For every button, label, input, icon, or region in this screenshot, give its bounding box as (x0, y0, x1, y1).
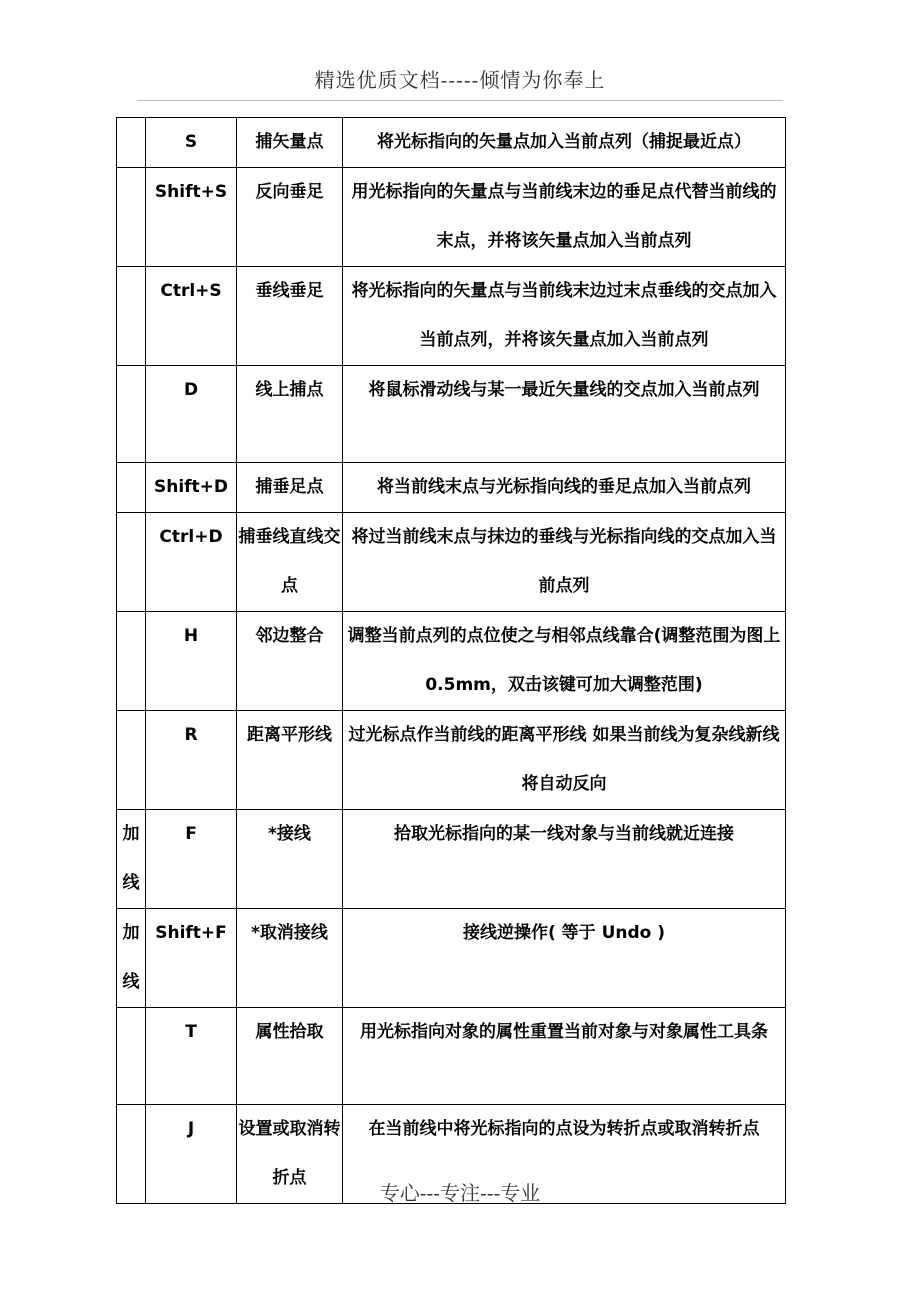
category-cell (117, 711, 146, 810)
table-row (117, 267, 786, 366)
description-cell: 过光标点作当前线的距离平形线 如果当前线为复杂线新线将自动反向 (343, 711, 786, 810)
category-cell: 加线 (117, 810, 146, 909)
table-row (117, 513, 786, 612)
function-name-cell: 捕矢量点 (237, 118, 343, 168)
function-name-cell: 捕垂足点 (237, 463, 343, 513)
table-row (117, 463, 786, 513)
description-cell: 将光标指向的矢量点与当前线末边过末点垂线的交点加入当前点列，并将该矢量点加入当前点列 (343, 267, 786, 366)
function-name-cell: 反向垂足 (237, 168, 343, 267)
shortcut-key-cell: H (146, 612, 237, 711)
category-cell (117, 118, 146, 168)
category-cell (117, 612, 146, 711)
function-name-cell: 捕垂线直线交点 (237, 513, 343, 612)
shortcut-key-cell: F (146, 810, 237, 909)
category-cell (117, 1008, 146, 1105)
function-name-cell: 属性拾取 (237, 1008, 343, 1105)
shortcut-key-cell: J (146, 1105, 237, 1204)
table-row (117, 1008, 786, 1105)
description-cell: 将鼠标滑动线与某一最近矢量线的交点加入当前点列 (343, 366, 786, 463)
page-footer: 专心---专注---专业 (379, 1181, 541, 1205)
table-row (117, 810, 786, 909)
table-row (117, 366, 786, 463)
description-cell: 将光标指向的矢量点加入当前点列（捕捉最近点） (343, 118, 786, 168)
shortcut-key-cell: Shift+F (146, 909, 237, 1008)
header-rule (137, 100, 783, 101)
function-name-cell: 垂线垂足 (237, 267, 343, 366)
shortcut-key-cell: S (146, 118, 237, 168)
table-row (117, 612, 786, 711)
page-header: 精选优质文档-----倾情为你奉上 (314, 68, 606, 92)
function-name-cell: 线上捕点 (237, 366, 343, 463)
shortcut-table (116, 117, 786, 1204)
description-cell: 调整当前点列的点位使之与相邻点线靠合(调整范围为图上 0.5mm，双击该键可加大调整范围) (343, 612, 786, 711)
shortcut-key-cell: T (146, 1008, 237, 1105)
shortcut-key-cell: Ctrl+S (146, 267, 237, 366)
description-cell: 用光标指向对象的属性重置当前对象与对象属性工具条 (343, 1008, 786, 1105)
category-cell (117, 513, 146, 612)
description-cell: 拾取光标指向的某一线对象与当前线就近连接 (343, 810, 786, 909)
shortcut-key-cell: R (146, 711, 237, 810)
table-row (117, 118, 786, 168)
shortcut-key-cell: D (146, 366, 237, 463)
shortcut-key-cell: Shift+D (146, 463, 237, 513)
description-cell: 在当前线中将光标指向的点设为转折点或取消转折点 (343, 1105, 786, 1204)
description-cell: 用光标指向的矢量点与当前线末边的垂足点代替当前线的末点，并将该矢量点加入当前点列 (343, 168, 786, 267)
shortcut-key-cell: Shift+S (146, 168, 237, 267)
category-cell (117, 366, 146, 463)
category-cell (117, 463, 146, 513)
description-cell: 将当前线末点与光标指向线的垂足点加入当前点列 (343, 463, 786, 513)
function-name-cell: 设置或取消转折点 (237, 1105, 343, 1204)
function-name-cell: 邻边整合 (237, 612, 343, 711)
table-row (117, 909, 786, 1008)
table-body (117, 118, 786, 1204)
function-name-cell: *取消接线 (237, 909, 343, 1008)
category-cell: 加线 (117, 909, 146, 1008)
table-row (117, 711, 786, 810)
table-row (117, 168, 786, 267)
description-cell: 将过当前线末点与抹边的垂线与光标指向线的交点加入当前点列 (343, 513, 786, 612)
function-name-cell: 距离平形线 (237, 711, 343, 810)
function-name-cell: *接线 (237, 810, 343, 909)
category-cell (117, 267, 146, 366)
shortcut-key-cell: Ctrl+D (146, 513, 237, 612)
category-cell (117, 168, 146, 267)
description-cell: 接线逆操作( 等于 Undo ) (343, 909, 786, 1008)
